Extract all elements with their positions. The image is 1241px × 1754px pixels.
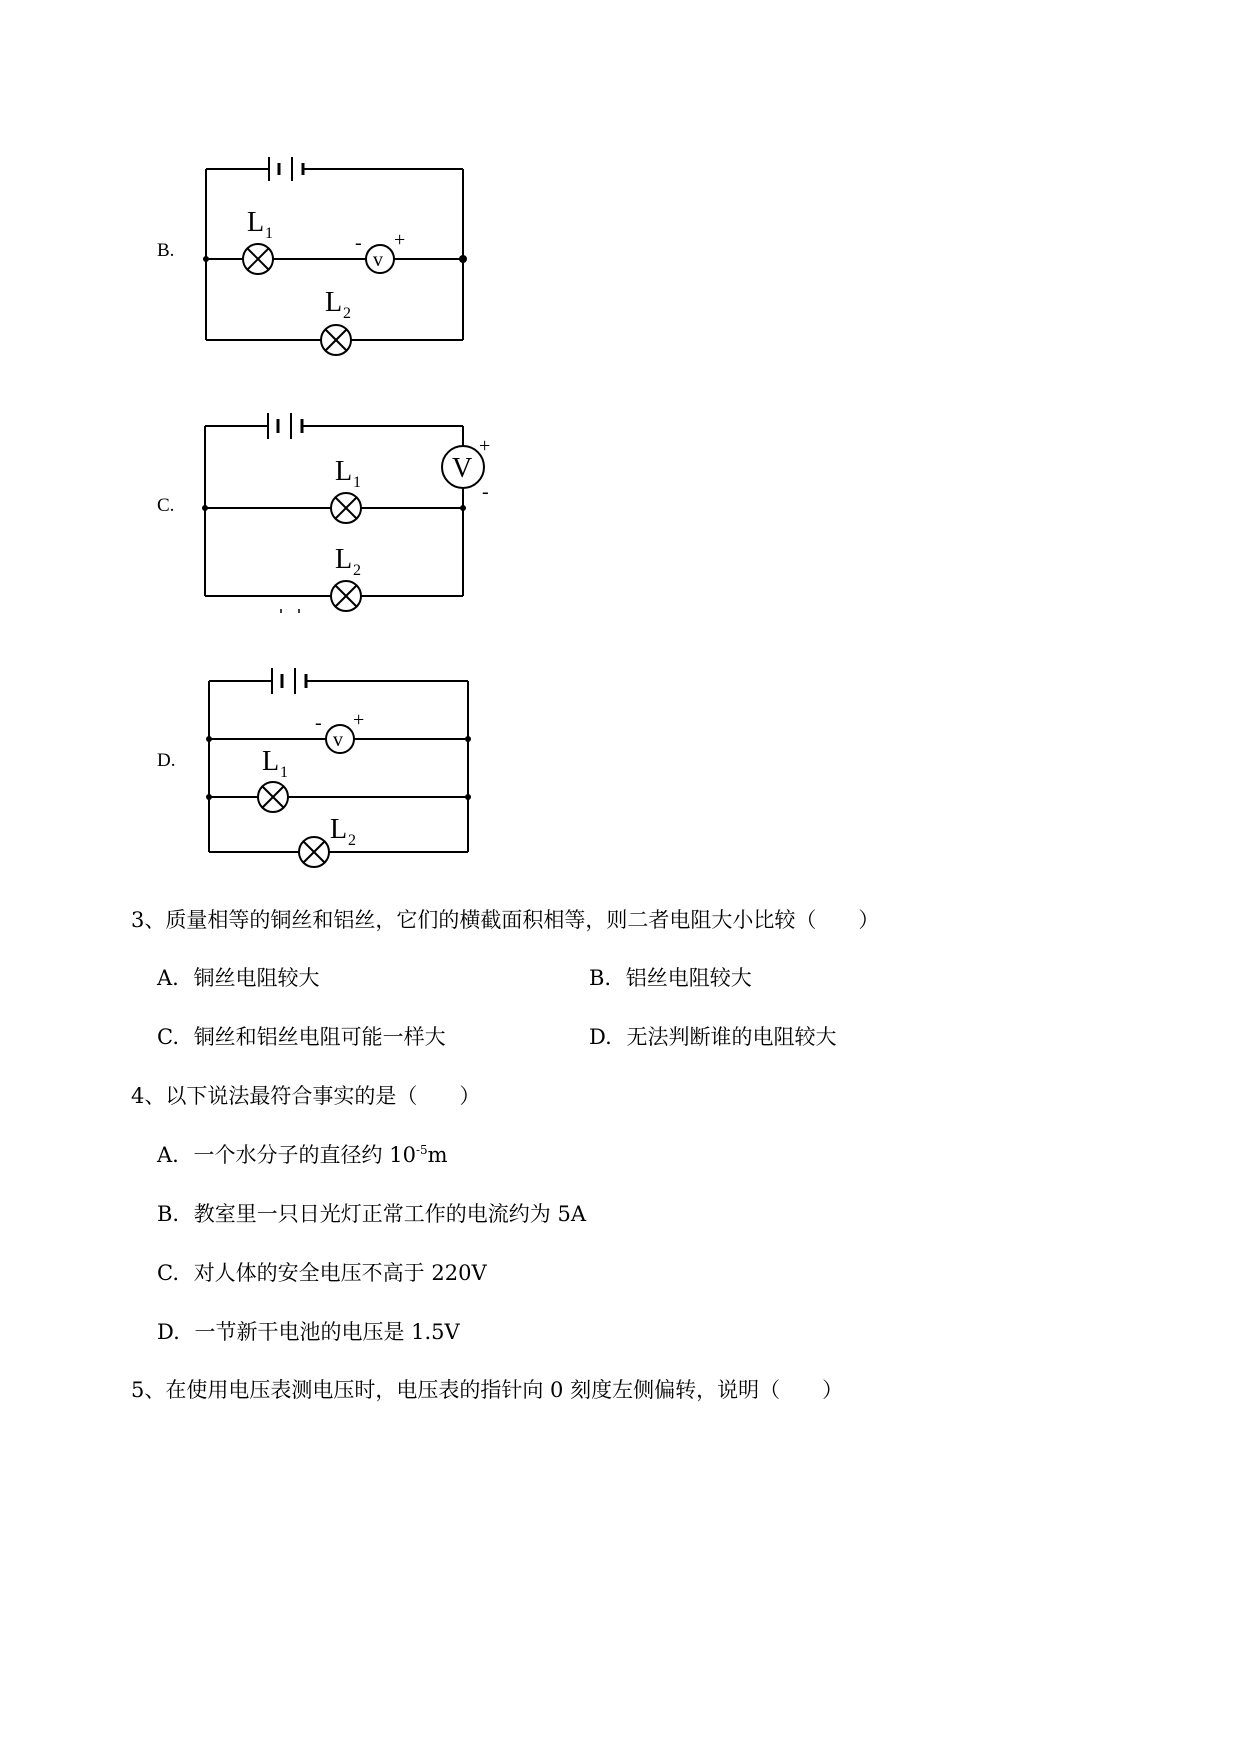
- unit: m: [427, 1143, 448, 1167]
- circuit-diagram-b: [195, 145, 485, 365]
- option-text: [194, 1143, 448, 1167]
- battery-icon: [269, 157, 303, 181]
- option-text: 铝丝电阻较大: [625, 966, 752, 990]
- exponent: -5: [415, 1143, 428, 1157]
- lamp-l1-sub: 1: [280, 764, 288, 781]
- question-3-option-c[interactable]: [157, 1021, 446, 1051]
- lamp-l2-sub: 2: [348, 832, 356, 849]
- voltmeter-minus: -: [315, 712, 322, 734]
- circuit-d-svg: [198, 660, 488, 875]
- option-letter: B.: [589, 966, 612, 990]
- battery-icon: [272, 668, 306, 694]
- question-4-stem: 4、以下说法最符合事实的是（ ）: [131, 1084, 481, 1108]
- option-letter: A.: [157, 966, 179, 990]
- option-text: 铜丝和铝丝电阻可能一样大: [193, 1025, 446, 1049]
- option-text: 对人体的安全电压不高于 220V: [193, 1261, 487, 1285]
- lamp-l2-label: L: [335, 544, 353, 575]
- voltmeter-label: v: [333, 729, 343, 751]
- battery-icon: [268, 413, 302, 439]
- option-letter: C.: [157, 1025, 179, 1049]
- question-3-option-d[interactable]: [589, 1021, 836, 1051]
- question-4-option-b[interactable]: [157, 1198, 586, 1228]
- lamp-l2-sub: 2: [353, 562, 361, 579]
- lamp-l2-icon: [299, 837, 329, 867]
- voltmeter-plus: +: [479, 435, 491, 457]
- voltmeter-label: v: [373, 249, 383, 271]
- lamp-l2-label: L: [325, 287, 343, 318]
- question-4-option-a[interactable]: [157, 1139, 448, 1169]
- lamp-l1-icon: [258, 782, 288, 812]
- lamp-l2-icon: [331, 581, 361, 611]
- option-letter: B.: [157, 1202, 180, 1226]
- question-4-option-c[interactable]: [157, 1257, 487, 1287]
- option-text: 铜丝电阻较大: [193, 966, 320, 990]
- question-3-option-b[interactable]: [589, 962, 752, 992]
- lamp-l1-icon: [243, 244, 273, 274]
- lamp-l1-icon: [331, 493, 361, 523]
- option-c-letter: C.: [157, 495, 175, 516]
- lamp-l2-sub: 2: [343, 305, 351, 322]
- lamp-l1-sub: 1: [265, 225, 273, 242]
- option-letter: D.: [589, 1025, 612, 1049]
- circuit-diagram-c: [195, 400, 505, 615]
- voltmeter-minus: -: [355, 232, 362, 254]
- circuit-c-svg: [195, 400, 505, 615]
- option-text: 一节新干电池的电压是 1.5V: [194, 1320, 460, 1344]
- lamp-l2-icon: [321, 325, 351, 355]
- voltmeter-label: V: [452, 453, 473, 484]
- option-d-letter: D.: [157, 750, 176, 771]
- lamp-l1-sub: 1: [353, 474, 361, 491]
- option-letter: C.: [157, 1261, 179, 1285]
- option-text-main: 一个水分子的直径约 10: [193, 1143, 416, 1167]
- option-letter: A.: [157, 1143, 179, 1167]
- option-text: 教室里一只日光灯正常工作的电流约为 5A: [193, 1202, 586, 1226]
- option-b-letter: B.: [157, 240, 175, 261]
- question-4-option-d[interactable]: [157, 1316, 460, 1346]
- voltmeter-minus: -: [482, 481, 489, 503]
- circuit-diagram-d: [198, 660, 488, 875]
- voltmeter-plus: +: [394, 229, 406, 251]
- lamp-l1-label: L: [247, 207, 265, 238]
- question-3-stem: 3、质量相等的铜丝和铝丝，它们的横截面积相等，则二者电阻大小比较（ ）: [131, 908, 880, 932]
- lamp-l1-label: L: [335, 456, 353, 487]
- question-3-option-a[interactable]: [157, 962, 320, 992]
- lamp-l1-label: L: [262, 746, 280, 777]
- option-text: 无法判断谁的电阻较大: [626, 1025, 837, 1049]
- lamp-l2-label: L: [330, 814, 348, 845]
- circuit-b-svg: [195, 145, 485, 365]
- voltmeter-plus: +: [353, 709, 365, 731]
- option-letter: D.: [157, 1320, 180, 1344]
- question-5-stem: 5、在使用电压表测电压时，电压表的指针向 0 刻度左侧偏转，说明（ ）: [131, 1378, 844, 1402]
